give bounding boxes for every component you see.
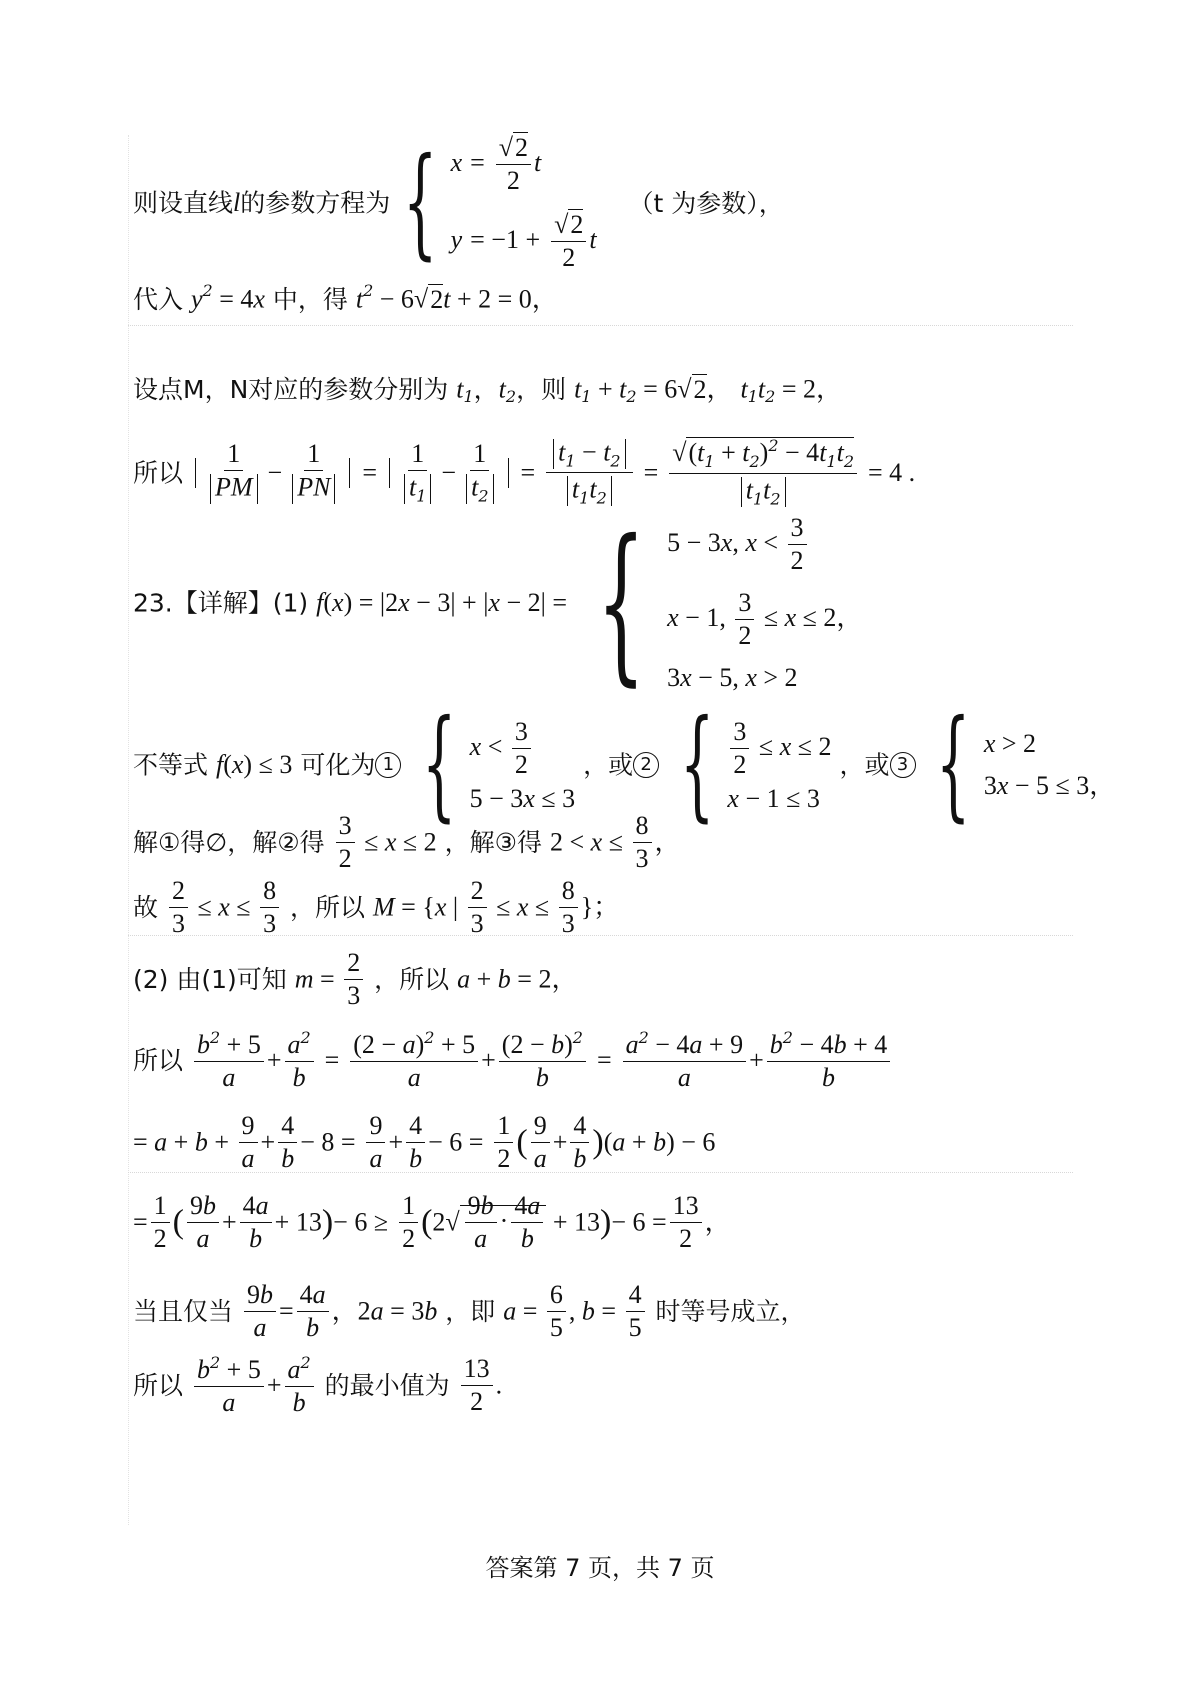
inequality-line: 不等式 f(x) ≤ 3 可化为 1 { x < $\frac{3}{2}$ 5 − 3x ≤ 3 ，或 2 { $\frac{3}{2}$ ≤ x ≤ 2 x − 1 ≤ 3 ，或 3 { x > 2 3x − 5 ≤ 3，	[133, 695, 1116, 834]
equation-system: x = $\frac{√2}{2}$ t y = −1 + $\frac{√2}{2}$ t	[450, 133, 597, 272]
result-line: 所以 $\frac{1}{PM}$ − $\frac{1}{PN}$ = $\frac{1}{t_1}$ − $\frac{1}{t_2}$ = $\frac{t_1 - t_2}{t_1t_2}$ = $\frac{√(t_1 + t_2)^2 - 4t_1t_2}{t_1t_2}$ = 4 .	[133, 436, 916, 509]
solve-line: 解①得∅，解②得 $\frac{3}{2}$ ≤ x ≤ 2 ，解③得 2 < x ≤ $\frac{8}{3}$ ，	[133, 811, 681, 873]
text: 时等号成立，	[655, 1297, 806, 1326]
parametric-equation-line	[133, 135, 784, 271]
var-l: l	[233, 188, 241, 217]
text: 不等式	[133, 750, 209, 780]
text: 中，得	[272, 285, 348, 314]
margin-dotted-line	[128, 135, 129, 1525]
expression-line-3: = $\frac{1}{2}$ ( $\frac{9b}{a}$ + $\frac{4a}{b}$ + 13)− 6 ≥ $\frac{1}{2}$ (2√ $\frac{9b}{a}$ · $\frac{4a}{b}$ + 13)− 6 = $\frac{13}{2}$ ，	[133, 1191, 731, 1253]
brace: {	[936, 695, 971, 834]
text: 所以	[133, 458, 184, 488]
divider	[128, 325, 1073, 326]
text: 代入	[133, 285, 184, 314]
text: (2) 由(1)可知	[133, 965, 287, 994]
text: 解①得∅，解②得	[133, 828, 325, 857]
text: 的参数方程为	[240, 188, 391, 218]
piecewise-cases: 5 − 3x, x < $\frac{3}{2}$ x − 1, $\frac{3}{2}$ ≤ x ≤ 2， 3x − 5, x > 2	[667, 513, 863, 692]
text: ，即	[445, 1297, 496, 1326]
min-value-line: 所以 $\frac{b^2 + 5}{a}$ + $\frac{a^2}{b}$ 的最小值为 $\frac{13}{2}$ .	[133, 1353, 503, 1417]
expression-line-1: 所以 $\frac{b^2 + 5}{a}$ + $\frac{a^2}{b}$ = $\frac{(2 - a)^2 + 5}{a}$ + $\frac{(2 - b)^2}{b}$ = $\frac{a^2 - 4a + 9}{a}$ + $\frac{b^2 - 4b + 4}{b}$	[133, 1030, 893, 1091]
question-label: 23.【详解】(1)	[133, 588, 309, 618]
brace: {	[403, 133, 438, 272]
text: （t 为参数），	[628, 188, 784, 218]
q23-piecewise: 23.【详解】(1) f(x) = |2x − 3| + |x − 2| = { 5 − 3x, x < $\frac{3}{2}$ x − 1, $\frac{3}{2}$ ≤ x ≤ 2， 3x − 5, x > 2	[133, 504, 863, 702]
text: 当且仅当	[133, 1297, 234, 1326]
text: 的最小值为	[324, 1371, 450, 1400]
brace: {	[680, 695, 715, 834]
text: ，或	[583, 750, 634, 780]
expression-line-2: = a + b + $\frac{9}{a}$ + $\frac{4}{b}$ − 8 = $\frac{9}{a}$ + $\frac{4}{b}$ − 6 = $\frac{1}{2}$ ( $\frac{9}{a}$ + $\frac{4}{b}$ )(a + b) − 6	[133, 1111, 716, 1173]
text: 所以	[133, 1371, 184, 1400]
params-line: 设点M，N对应的参数分别为 $t_1$，$t_2$，则 $t_1 + t_2 = 6√2$， $t_1t_2 = 2$，	[133, 374, 842, 406]
text: ，所以	[290, 893, 366, 922]
substitution-line: 代入 $y^2 = 4x$ 中，得 $t^2 - 6√2t + 2 = 0$，	[133, 281, 558, 314]
part2-line: (2) 由(1)可知 m = $\frac{2}{3}$ ，所以 a + b = 2，	[133, 948, 578, 1010]
text: ，所以	[374, 965, 450, 994]
set-M-line: 故 $\frac{2}{3}$ ≤ x ≤ $\frac{8}{3}$ ，所以 M = {x | $\frac{2}{3}$ ≤ x ≤ $\frac{8}{3}$ }；	[133, 876, 620, 938]
text: ，或	[839, 750, 890, 780]
text: 故	[133, 893, 159, 922]
brace: {	[422, 695, 457, 834]
text: 所以	[133, 1046, 184, 1075]
divider	[128, 1172, 1073, 1173]
brace: {	[596, 504, 646, 702]
page-footer: 答案第 7 页，共 7 页	[485, 1554, 715, 1582]
equality-condition-line: 当且仅当 $\frac{9b}{a}$ = $\frac{4a}{b}$ ，2a = 3b ，即 a = $\frac{6}{5}$ , b = $\frac{4}{5}$ 时等号成立，	[133, 1280, 806, 1342]
text: 设点M，N对应的参数分别为	[133, 375, 449, 404]
text: ，解③得	[444, 828, 543, 857]
text: 可化为	[300, 750, 376, 780]
text: 则设直线	[133, 188, 234, 218]
